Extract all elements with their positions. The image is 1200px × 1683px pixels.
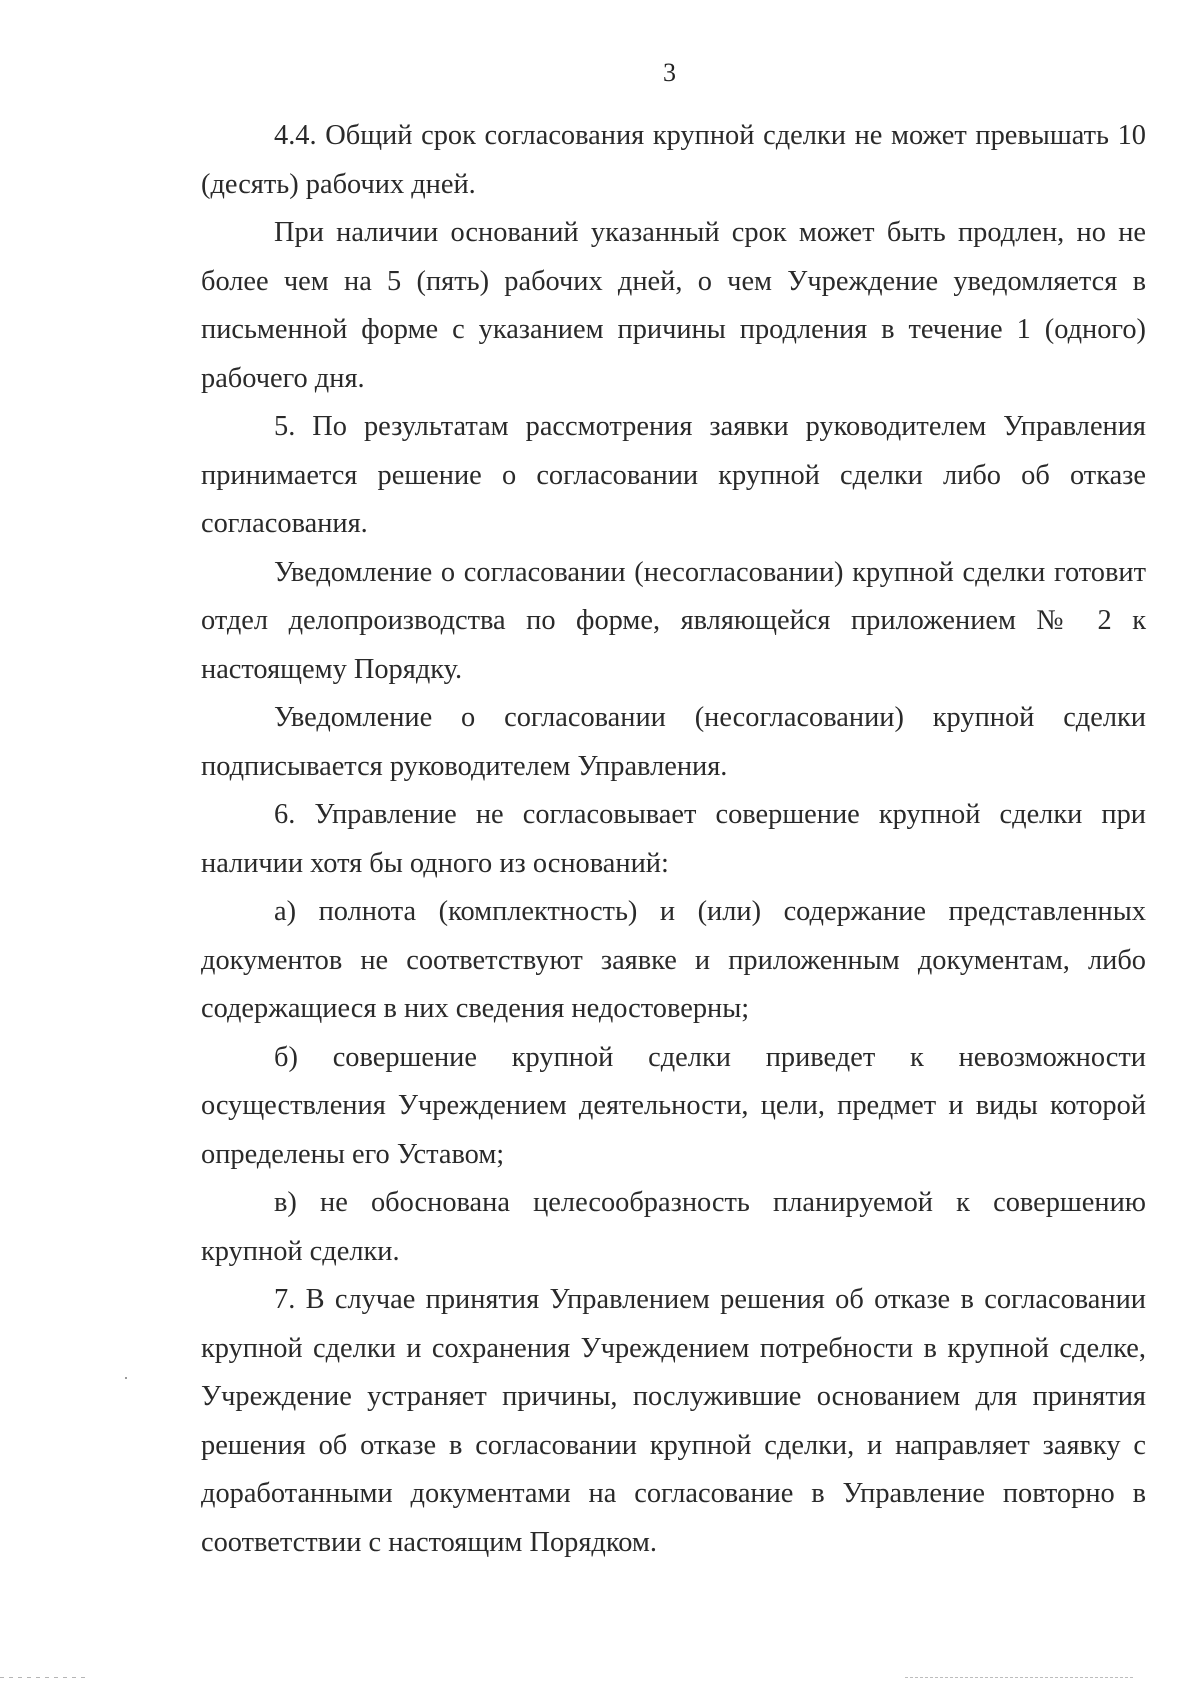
paragraph-6v: в) не обоснована целесообразность планируемой к совершению крупной сделки.: [201, 1187, 1146, 1267]
paragraph-4-4-term: 4.4. Общий срок согласования крупной сделки не может превышать 10 (десять) рабочих дней.: [201, 120, 1146, 200]
paragraph-notification-signing: Уведомление о согласовании (несогласовании) крупной сделки подписывается руководителем Управления.: [201, 702, 1146, 782]
paragraph-5-decision: 5. По результатам рассмотрения заявки руководителем Управления принимается решение о согласовании крупной сделки либо об отказе согласования.: [201, 411, 1146, 539]
paragraph-6a: а) полнота (комплектность) и (или) содержание представленных документов не соответствуют заявке и приложенным документам, либо содержащиеся в них сведения недостоверны;: [201, 896, 1146, 1024]
paragraph-term-extension: При наличии оснований указанный срок может быть продлен, но не более чем на 5 (пять) рабочих дней, о чем Учреждение уведомляется в письменной форме с указанием причины продления в течение 1 (одного) рабочего дня.: [201, 217, 1146, 394]
page-number: 3: [663, 58, 676, 87]
paragraph-6b: б) совершение крупной сделки приведет к невозможности осуществления Учреждением деятельности, цели, предмет и виды которой определены его Уставом;: [201, 1041, 1146, 1170]
scan-bottom-edge-right: [905, 1677, 1135, 1678]
paragraph-6-refusal-grounds: 6. Управление не согласовывает совершение крупной сделки при наличии хотя бы одного из оснований:: [201, 799, 1146, 879]
scan-bottom-edge-left: [0, 1677, 90, 1678]
paragraph-notification-preparation: Уведомление о согласовании (несогласовании) крупной сделки готовит отдел делопроизводства по форме, являющейся приложением № 2 к настоящему Порядку.: [201, 556, 1146, 685]
scan-dot-mark: [125, 1377, 127, 1379]
paragraph-7-resubmission: 7. В случае принятия Управлением решения об отказе в согласовании крупной сделки и сохранения Учреждением потребности в крупной сделке, Учреждение устраняет причины, послужившие основанием для принятия решения об отказе в согласовании крупной сделки, и направляет заявку с доработанными документами на согласование в Управление повторно в соответствии с настоящим Порядком.: [201, 1284, 1146, 1558]
document-body: [201, 112, 1146, 1567]
